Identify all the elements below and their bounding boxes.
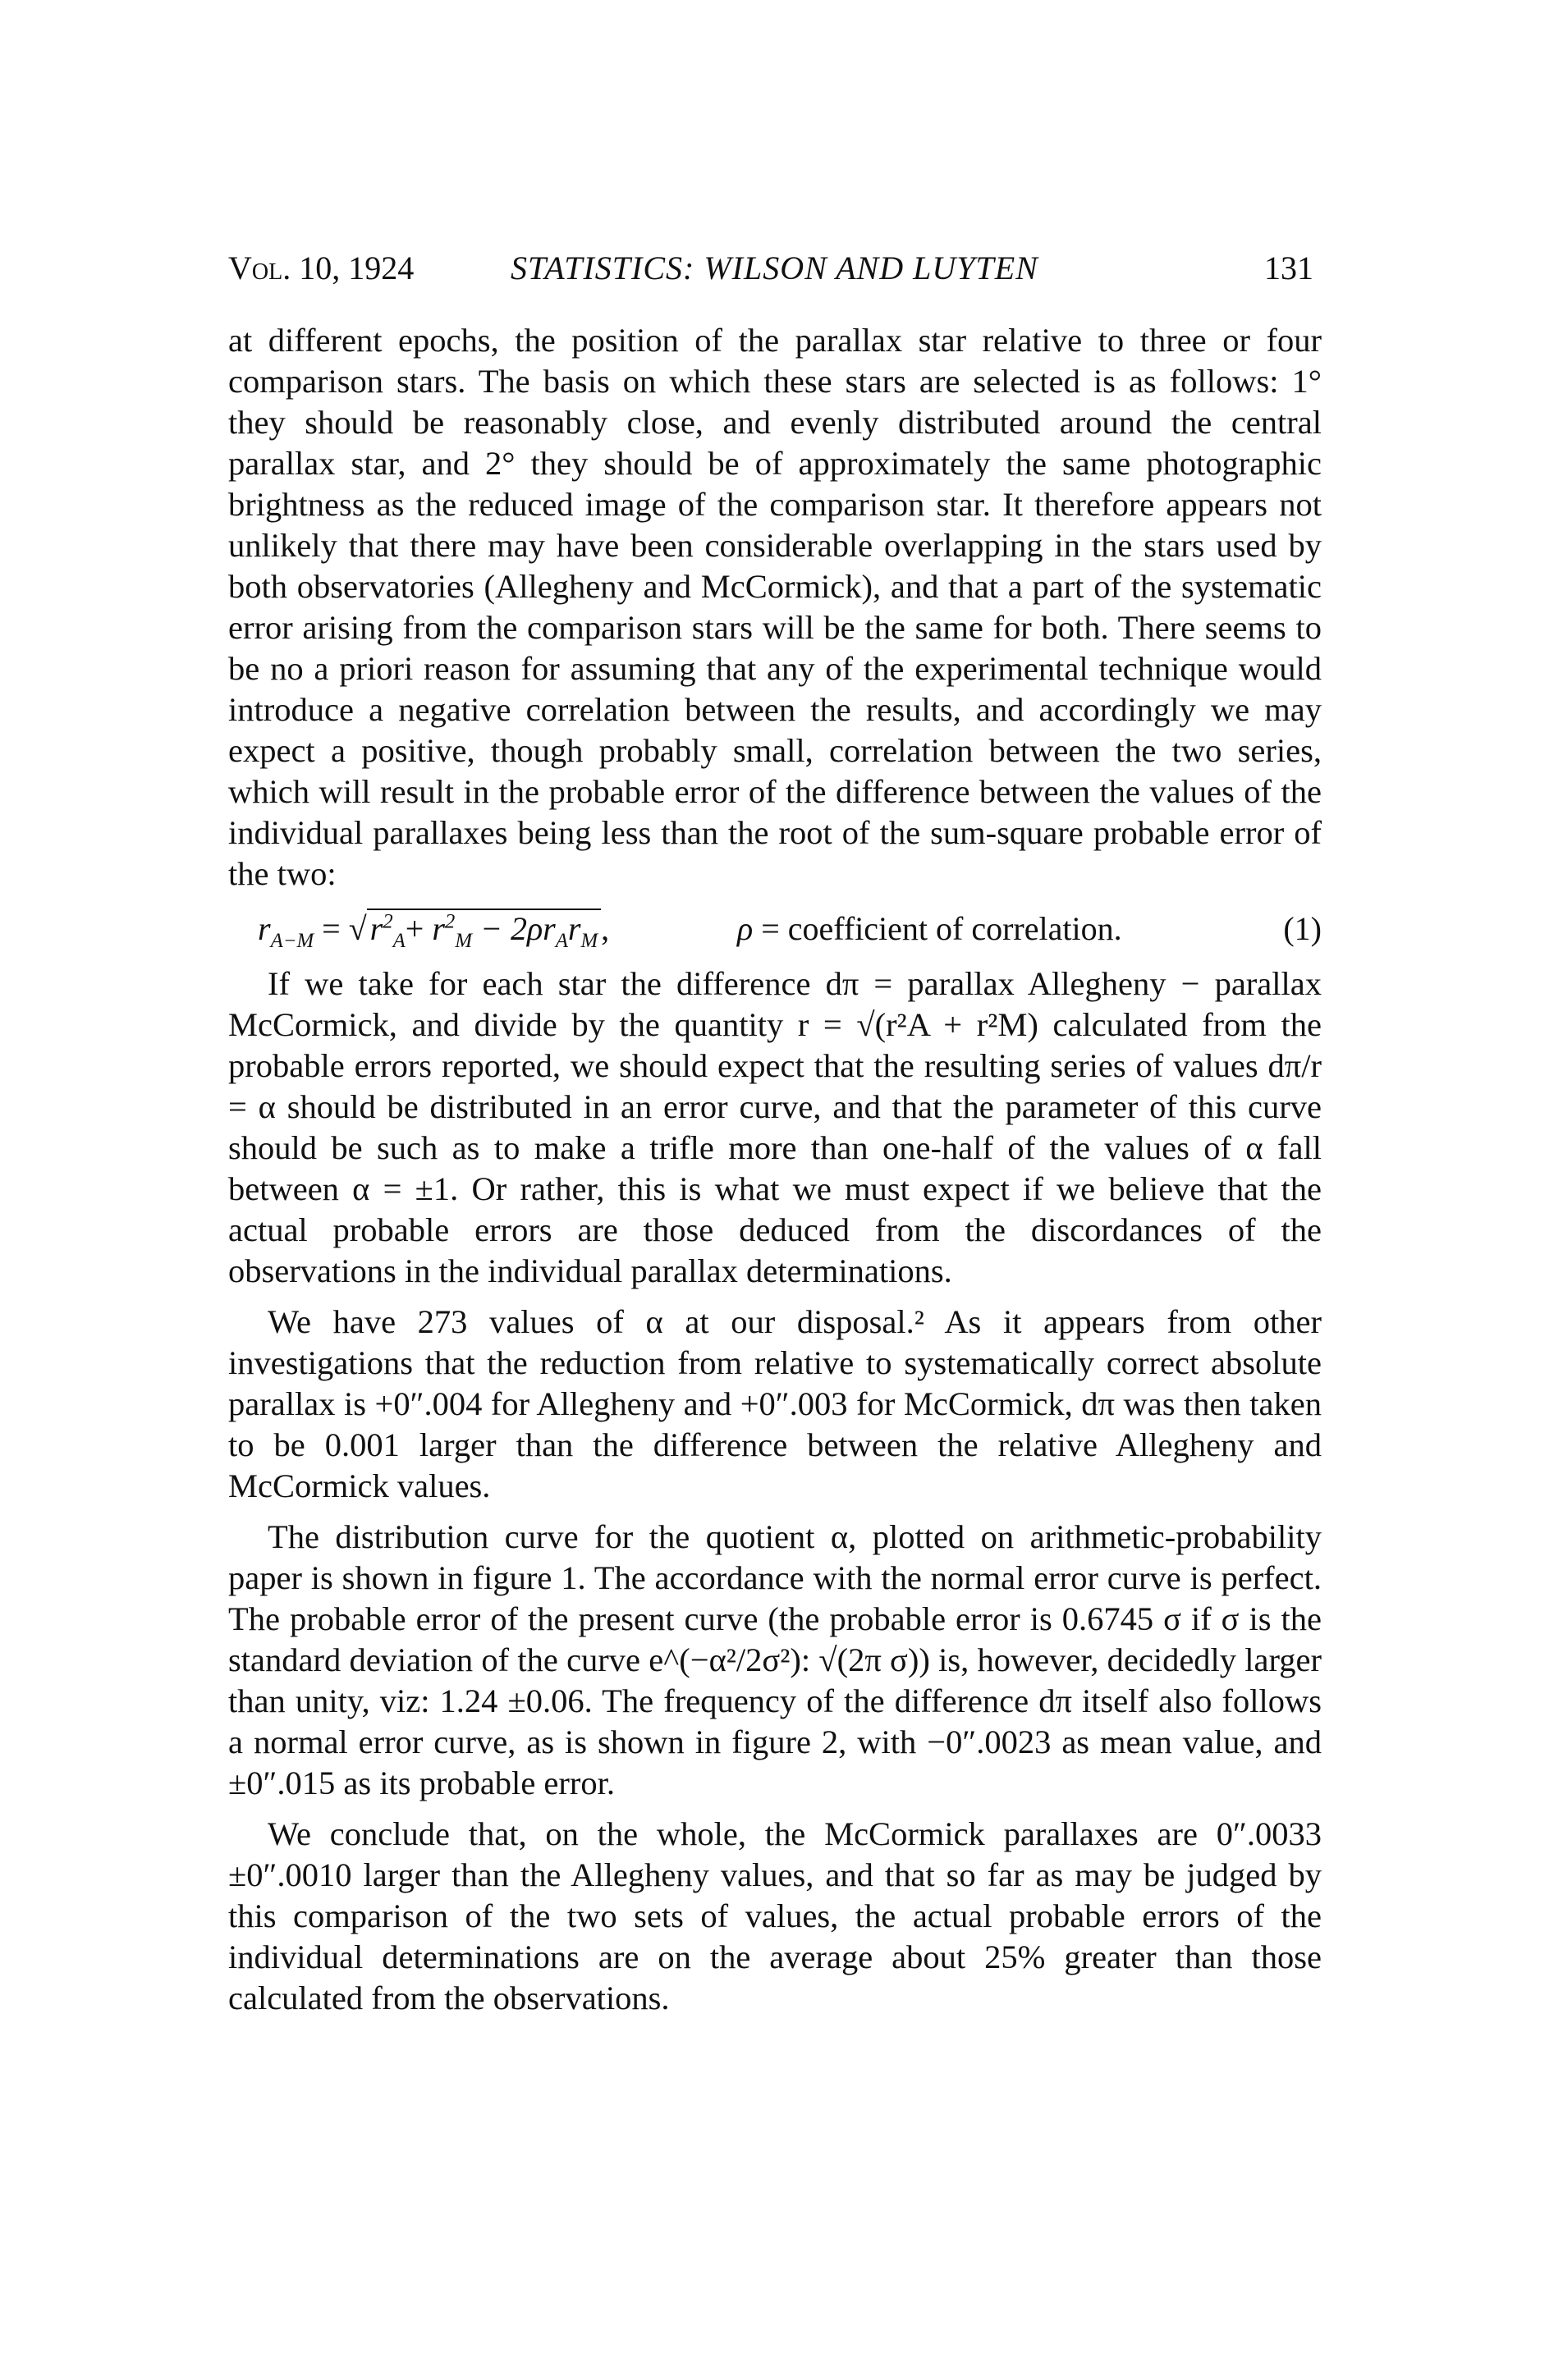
running-title: STATISTICS: WILSON AND LUYTEN <box>511 249 1038 286</box>
equation-number: (1) <box>1283 910 1322 947</box>
paragraph-5: We conclude that, on the whole, the McCormick parallaxes are 0″.0033 ±0″.0010 larger than the Allegheny values, and that so far as may be judged by this comparison of the two sets of values, the actual probable errors of the individual determinations are on the average about 25% greater than those calculated from the observations. <box>228 1815 1322 2016</box>
running-header <box>228 248 1322 289</box>
paragraph-4: The distribution curve for the quotient α, plotted on arithmetic-probability paper is shown in figure 1. The accordance with the normal error curve is perfect. The probable error of the present curve (the probable error is 0.6745 σ if σ is the standard deviation of the curve e^(−α²/2σ²): √(2π σ)) is, however, decidedly larger than unity, viz: 1.24 ±0.06. The frequency of the difference dπ itself also follows a normal error curve, as is shown in figure 2, with −0″.0023 as mean value, and ±0″.015 as its probable error. <box>228 1518 1322 1801</box>
equation-1 <box>228 906 1322 952</box>
body-text <box>228 320 1322 2019</box>
equation-definition: ρ = coefficient of correlation. <box>737 910 1122 947</box>
paragraph-1: at different epochs, the position of the parallax star relative to three or four comparison stars. The basis on which these stars are selected is as follows: 1° they should be reasonably close, and evenly distributed around the central parallax star, and 2° they should be of approximately the same photographic brightness as the reduced image of the comparison star. It therefore appears not unlikely that there may have been considerable overlapping in the stars used by both observatories (Allegheny and McCormick), and that a part of the systematic error arising from the comparison stars will be the same for both. There seems to be no a priori reason for assuming that any of the experimental technique would introduce a negative correlation between the results, and accordingly we may expect a positive, though probably small, correlation between the two series, which will result in the probable error of the difference between the values of the individual parallaxes being less than the root of the sum-square probable error of the two: <box>228 322 1322 892</box>
page-number: 131 <box>1264 249 1313 286</box>
paragraph-2: If we take for each star the difference dπ = parallax Allegheny − parallax McCormick, and divide by the quantity r = √(r²A + r²M) calculated from the probable errors reported, we should expect that the resulting series of values dπ/r = α should be distributed in an error curve, and that the parameter of this curve should be such as to make a trifle more than one-half of the values of α fall between α = ±1. Or rather, this is what we must expect if we believe that the actual probable errors are those deduced from the discordances of the observations in the individual parallax determinations. <box>228 965 1322 1289</box>
paragraph-3: We have 273 values of α at our disposal.² As it appears from other investigations that the reduction from relative to systematically correct absolute parallax is +0″.004 for Allegheny and +0″.003 for McCormick, dπ was then taken to be 0.001 larger than the difference between the relative Allegheny and McCormick values. <box>228 1303 1322 1504</box>
equation-lhs: $r_{A-M}$ = √ $r^2_A+ r^2_M - 2\rho r_Ar_M$ , <box>258 910 610 952</box>
radicand: $r^2_A+ r^2_M - 2\rho r_Ar_M$ <box>367 909 602 947</box>
radical-sign: √ <box>348 910 367 947</box>
volume-year: Vol. 10, 1924 <box>228 249 415 286</box>
